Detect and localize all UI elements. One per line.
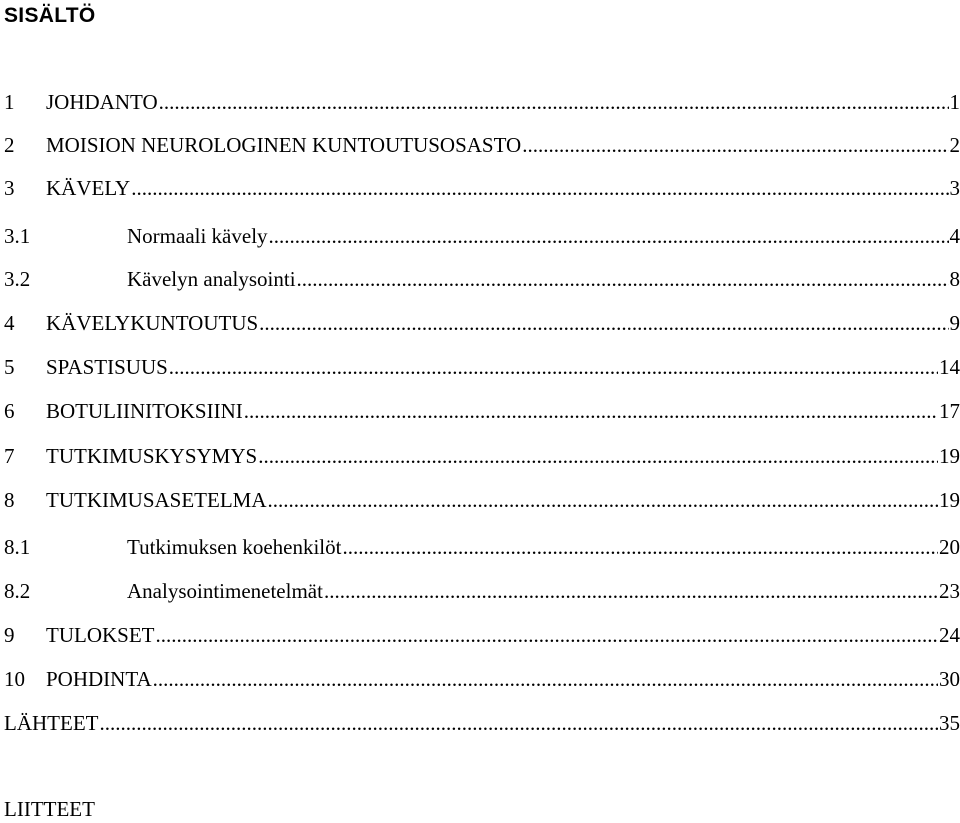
toc-entry-page: 24 bbox=[939, 621, 960, 649]
toc-entry-page: 19 bbox=[939, 486, 960, 514]
toc-entry-page: 3 bbox=[950, 174, 960, 202]
toc-entry-page: 9 bbox=[950, 309, 960, 337]
toc-title: SISÄLTÖ bbox=[4, 3, 96, 29]
toc-entry-page: 4 bbox=[950, 222, 960, 250]
toc-entry-page: 14 bbox=[939, 353, 960, 381]
toc-entry-number: 4 bbox=[4, 309, 46, 337]
toc-entry-spastisuus[interactable] bbox=[4, 353, 960, 381]
toc-entry-analysointimenetelmat[interactable] bbox=[4, 577, 960, 605]
dot-leader bbox=[169, 353, 938, 381]
toc-entry-title: TUTKIMUSKYSYMYS bbox=[46, 442, 257, 470]
toc-entry-number: 8 bbox=[4, 486, 46, 514]
dot-leader bbox=[269, 222, 949, 250]
toc-entry-kavelyn-analysointi[interactable] bbox=[4, 265, 960, 293]
toc-entry-page: 2 bbox=[950, 131, 960, 159]
toc-entry-koehenkilot[interactable] bbox=[4, 533, 960, 561]
toc-entry-number: 6 bbox=[4, 397, 46, 425]
toc-entry-title: BOTULIINITOKSIINI bbox=[46, 397, 243, 425]
toc-entry-title: TULOKSET bbox=[46, 621, 155, 649]
toc-entry-title: Analysointimenetelmät bbox=[127, 577, 323, 605]
toc-entry-number: 9 bbox=[4, 621, 46, 649]
toc-entry-normaali-kavely[interactable] bbox=[4, 222, 960, 250]
toc-entry-title: TUTKIMUSASETELMA bbox=[46, 486, 267, 514]
toc-entry-number: 1 bbox=[4, 88, 46, 116]
dot-leader bbox=[156, 621, 939, 649]
dot-leader bbox=[131, 174, 948, 202]
toc-entry-johdanto[interactable] bbox=[4, 88, 960, 116]
toc-entry-page: 1 bbox=[950, 88, 960, 116]
toc-entry-number: 3.1 bbox=[4, 222, 127, 250]
toc-entry-number: 7 bbox=[4, 442, 46, 470]
toc-entry-tutkimusasetelma[interactable] bbox=[4, 486, 960, 514]
toc-entry-moision[interactable] bbox=[4, 131, 960, 159]
toc-entry-title: SPASTISUUS bbox=[46, 353, 168, 381]
toc-entry-title: POHDINTA bbox=[46, 665, 152, 693]
toc-entry-title: Kävelyn analysointi bbox=[127, 265, 296, 293]
toc-entry-botuliinitoksiini[interactable] bbox=[4, 397, 960, 425]
dot-leader bbox=[522, 131, 948, 159]
toc-entry-page: 23 bbox=[939, 577, 960, 605]
dot-leader bbox=[99, 709, 938, 737]
toc-entry-page: 17 bbox=[939, 397, 960, 425]
toc-entry-number: 8.1 bbox=[4, 533, 127, 561]
toc-entry-title: JOHDANTO bbox=[46, 88, 158, 116]
toc-entry-number: 3 bbox=[4, 174, 46, 202]
toc-entry-title: LÄHTEET bbox=[4, 709, 98, 737]
appendix-heading[interactable]: LIITTEET bbox=[4, 795, 95, 823]
dot-leader bbox=[159, 88, 949, 116]
toc-entry-number: 8.2 bbox=[4, 577, 127, 605]
toc-entry-page: 19 bbox=[939, 442, 960, 470]
toc-entry-title: MOISION NEUROLOGINEN KUNTOUTUSOSASTO bbox=[46, 131, 521, 159]
toc-entry-lahteet[interactable] bbox=[4, 709, 960, 737]
toc-entry-title: Tutkimuksen koehenkilöt bbox=[127, 533, 341, 561]
toc-entry-page: 30 bbox=[939, 665, 960, 693]
toc-entry-title: KÄVELYKUNTOUTUS bbox=[46, 309, 258, 337]
toc-entry-page: 35 bbox=[939, 709, 960, 737]
dot-leader bbox=[258, 442, 938, 470]
toc-entry-tutkimuskysymys[interactable] bbox=[4, 442, 960, 470]
toc-entry-number: 10 bbox=[4, 665, 46, 693]
toc-entry-number: 5 bbox=[4, 353, 46, 381]
toc-entry-kavelykuntoutus[interactable] bbox=[4, 309, 960, 337]
toc-entry-title: KÄVELY bbox=[46, 174, 130, 202]
toc-entry-tulokset[interactable] bbox=[4, 621, 960, 649]
dot-leader bbox=[244, 397, 938, 425]
toc-entry-page: 20 bbox=[939, 533, 960, 561]
toc-entry-number: 3.2 bbox=[4, 265, 127, 293]
toc-entry-kavely[interactable] bbox=[4, 174, 960, 202]
toc-entry-pohdinta[interactable] bbox=[4, 665, 960, 693]
dot-leader bbox=[259, 309, 948, 337]
dot-leader bbox=[153, 665, 938, 693]
dot-leader bbox=[268, 486, 939, 514]
dot-leader bbox=[297, 265, 949, 293]
toc-entry-title: Normaali kävely bbox=[127, 222, 268, 250]
toc-entry-page: 8 bbox=[950, 265, 960, 293]
dot-leader bbox=[324, 577, 938, 605]
toc-entry-number: 2 bbox=[4, 131, 46, 159]
dot-leader bbox=[342, 533, 938, 561]
